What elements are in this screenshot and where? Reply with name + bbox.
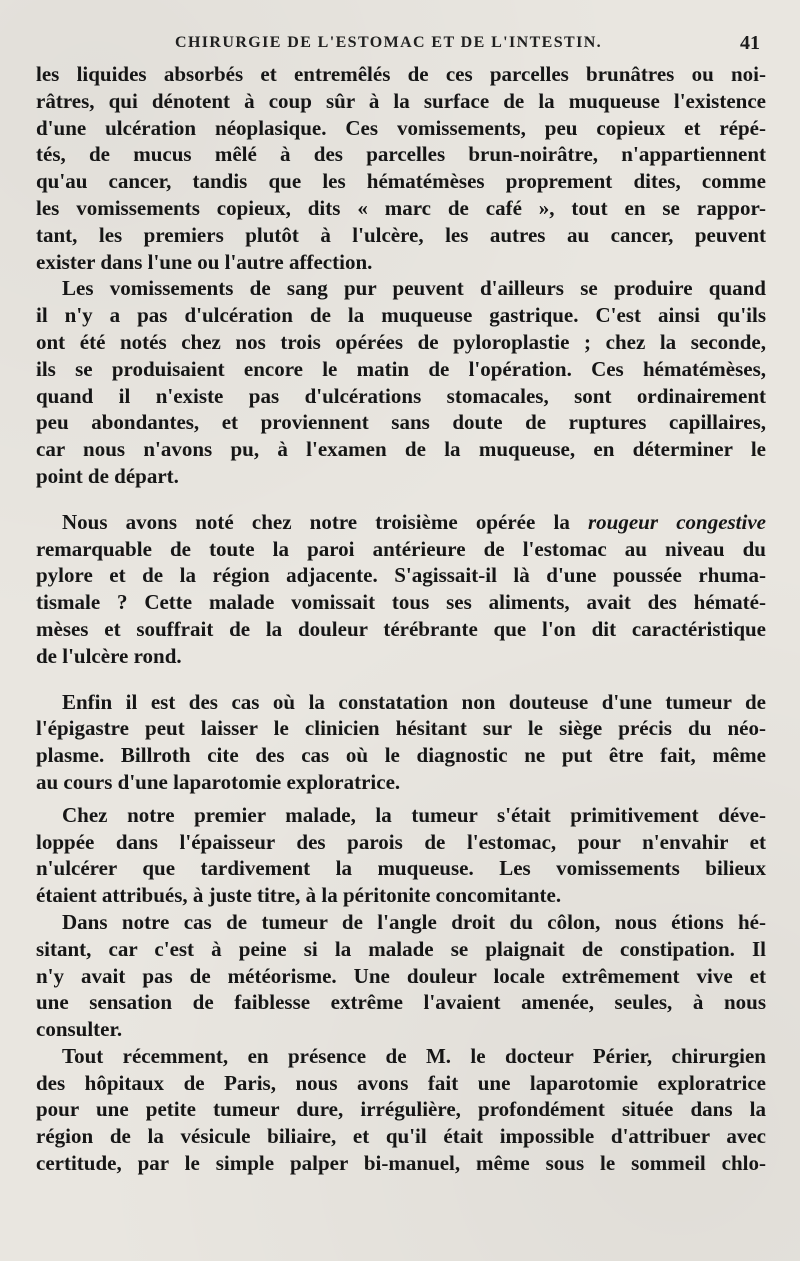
text-line: Tout récemment, en présence de M. le docteur Périer, chirurgien [62, 1043, 766, 1068]
paragraph-4 [36, 689, 766, 796]
text-line: l'épigastre peut laisser le clinicien hésitant sur le siège précis du néo- [36, 716, 766, 741]
text-line: râtres, qui dénotent à coup sûr à la surface de la muqueuse l'existence [36, 88, 766, 113]
paragraph-3 [36, 509, 766, 670]
text-line: une sensation de faiblesse extrême l'avaient amenée, seules, à nous [36, 990, 766, 1015]
text-line: car nous n'avons pu, à l'examen de la muqueuse, en déterminer le [36, 437, 766, 462]
text-line: mèses et souffrait de la douleur térébrante que l'on dit caractéristique [36, 616, 766, 641]
page-number: 41 [740, 32, 760, 54]
text-line: les vomissements copieux, dits « marc de café », tout en se rappor- [36, 195, 766, 220]
text-line: certitude, par le simple palper bi-manuel, même sous le sommeil chlo- [36, 1151, 766, 1176]
paragraph-6 [36, 909, 766, 1043]
text-line: Enfin il est des cas où la constatation non douteuse d'une tumeur de [62, 689, 766, 714]
text-line: pour une petite tumeur dure, irrégulière, profondément située dans la [36, 1097, 766, 1122]
text-line: tant, les premiers plutôt à l'ulcère, les autres au cancer, peuvent [36, 222, 766, 247]
paragraph-7 [36, 1043, 766, 1177]
text-line: n'ulcérer que tardivement la muqueuse. Les vomissements bilieux [36, 856, 766, 881]
paragraph-gap [36, 490, 766, 509]
text-line: ont été notés chez nos trois opérées de pyloroplastie ; chez la seconde, [36, 329, 766, 354]
text-line: d'une ulcération néoplasique. Ces vomissements, peu copieux et répé- [36, 115, 766, 140]
text-line: tés, de mucus mêlé à des parcelles brun-noirâtre, n'appartiennent [36, 142, 766, 167]
text-line: Chez notre premier malade, la tumeur s'était primitivement déve- [62, 802, 766, 827]
text-line: point de départ. [36, 463, 179, 488]
running-head [0, 32, 800, 56]
text-line: remarquable de toute la paroi antérieure de l'estomac au niveau du [36, 536, 766, 561]
text-line: au cours d'une laparotomie exploratrice. [36, 769, 401, 794]
text-line [36, 509, 766, 536]
text-line: plasme. Billroth cite des cas où le diagnostic ne put être fait, même [36, 743, 766, 768]
text-line: loppée dans l'épaisseur des parois de l'estomac, pour n'envahir et [36, 829, 766, 854]
paragraph-gap [36, 670, 766, 689]
text-line: tismale ? Cette malade vomissait tous ses aliments, avait des hématé- [36, 590, 766, 615]
text-line: région de la vésicule biliaire, et qu'il était impossible d'attribuer avec [36, 1124, 766, 1149]
text-line: il n'y a pas d'ulcération de la muqueuse gastrique. C'est ainsi qu'ils [36, 303, 766, 328]
text-line: ils se produisaient encore le matin de l'opération. Ces hématémèses, [36, 356, 766, 381]
text-line: peu abondantes, et proviennent sans doute de ruptures capillaires, [36, 410, 766, 435]
text-line: sitant, car c'est à peine si la malade se plaignait de constipation. Il [36, 936, 766, 961]
text-line: n'y avait pas de météorisme. Une douleur locale extrêmement vive et [36, 963, 766, 988]
text-line: Les vomissements de sang pur peuvent d'ailleurs se produire quand [62, 276, 766, 301]
text-line: des hôpitaux de Paris, nous avons fait une laparotomie exploratrice [36, 1070, 766, 1095]
paragraph-1 [36, 61, 766, 275]
italic-phrase: rougeur congestive [588, 509, 766, 534]
text-line: quand il n'existe pas d'ulcérations stomacales, sont ordinairement [36, 383, 766, 408]
text-line: consulter. [36, 1017, 123, 1042]
text-line: exister dans l'une ou l'autre affection. [36, 249, 373, 274]
text-segment: Nous avons noté chez notre troisième opérée la [62, 509, 570, 534]
text-line: étaient attribués, à juste titre, à la péritonite concomitante. [36, 883, 562, 908]
text-line: pylore et de la région adjacente. S'agissait-il là d'une poussée rhuma- [36, 563, 766, 588]
paragraph-2 [36, 275, 766, 489]
text-line: les liquides absorbés et entremêlés de ces parcelles brunâtres ou noi- [36, 62, 766, 86]
text-line: qu'au cancer, tandis que les hématémèses proprement dites, comme [36, 169, 766, 194]
text-line: de l'ulcère rond. [36, 643, 182, 668]
running-title: CHIRURGIE DE L'ESTOMAC ET DE L'INTESTIN. [175, 34, 603, 51]
text-line: Dans notre cas de tumeur de l'angle droit du côlon, nous étions hé- [62, 909, 766, 934]
paragraph-5 [36, 802, 766, 909]
body-text [36, 61, 766, 1177]
